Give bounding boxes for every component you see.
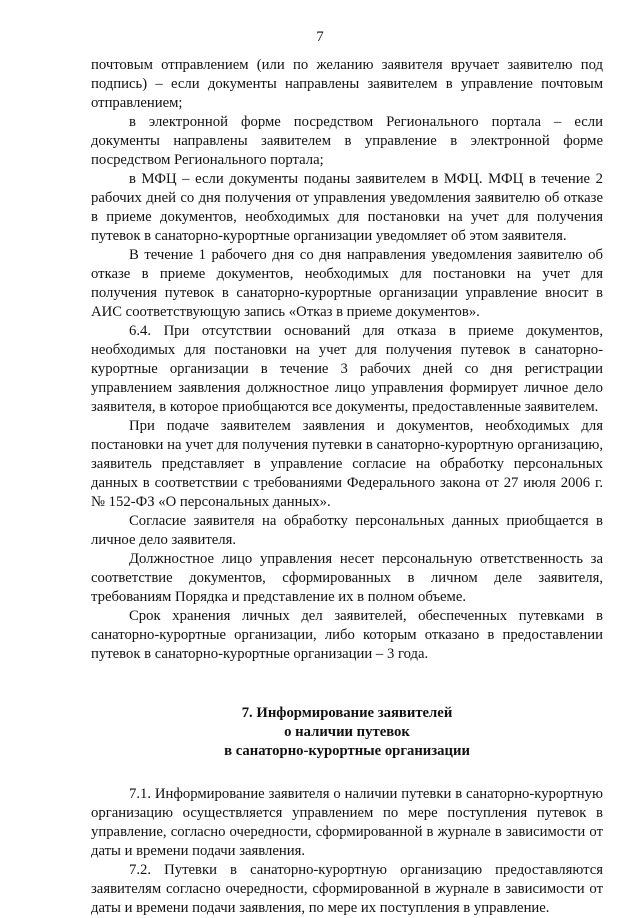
section-heading-line: 7. Информирование заявителей bbox=[241, 705, 453, 721]
paragraph-6-4: 6.4. При отсутствии оснований для отказа в приеме документов, необходимых для постановки на учет для получения путевок в санаторно-курортные организации в течение 3 рабочих дней со дня регистрации управлением заявления должностное лицо управления формирует личное дело заявителя, в которое приобщаются все документы, предоставленные заявителем. bbox=[91, 323, 603, 415]
section-7-heading bbox=[91, 704, 603, 761]
paragraph-7-2: 7.2. Путевки в санаторно-курортную организацию предоставляются заявителям согласно очередности, сформированной в журнале в зависимости от даты и времени подачи заявления, по мере их поступления в управление. bbox=[91, 862, 603, 916]
paragraph-ais-record: В течение 1 рабочего дня со дня направления уведомления заявителю об отказе в приеме документов, необходимых для постановки на учет для получения путевок в санаторно-курортные организации управление вносит в АИС соответствующую запись «Отказ в приеме документов». bbox=[91, 247, 603, 320]
paragraph-mfc: в МФЦ – если документы поданы заявителем в МФЦ. МФЦ в течение 2 рабочих дней со дня получения от управления уведомления заявителю об отказе в приеме документов, необходимых для постановки на учет для получения путевок в санаторно-курортные организации уведомляет об этом заявителя. bbox=[91, 171, 603, 244]
paragraph-7-1: 7.1. Информирование заявителя о наличии путевки в санаторно-курортную организацию осуществляется управлением по мере поступления путевок в управление, согласно очередности, сформированной в журнале в зависимости от даты и времени подачи заявления. bbox=[91, 786, 603, 859]
paragraph-consent-attached: Согласие заявителя на обработку персональных данных приобщается в личное дело заявителя. bbox=[91, 513, 603, 548]
paragraph-responsibility: Должностное лицо управления несет персональную ответственность за соответствие документов, сформированных в личном деле заявителя, требованиям Порядка и представление их в полном объеме. bbox=[91, 551, 603, 605]
page-number: 7 bbox=[316, 29, 324, 45]
paragraph-personal-data-consent: При подаче заявителем заявления и документов, необходимых для постановки на учет для получения путевки в санаторно-курортную организацию, заявитель представляет в управление согласие на обработку персональных данных в соответствии с требованиями Федерального закона от 27 июля 2006 г. № 152-ФЗ «О персональных данных». bbox=[91, 418, 603, 510]
document-body bbox=[91, 56, 603, 918]
section-heading-line: в санаторно-курортные организации bbox=[224, 743, 470, 759]
paragraph-postal-delivery: почтовым отправлением (или по желанию заявителя вручает заявителю под подпись) – если документы направлены заявителем в управление почтовым отправлением; bbox=[91, 57, 603, 111]
paragraph-retention-period: Срок хранения личных дел заявителей, обеспеченных путевками в санаторно-курортные организации, либо которым отказано в предоставлении путевок в санаторно-курортные организации – 3 года. bbox=[91, 608, 603, 662]
section-heading-line: о наличии путевок bbox=[284, 724, 410, 740]
paragraph-electronic-form: в электронной форме посредством Регионального портала – если документы направлены заявителем в управление в электронной форме посредством Регионального портала; bbox=[91, 114, 603, 168]
